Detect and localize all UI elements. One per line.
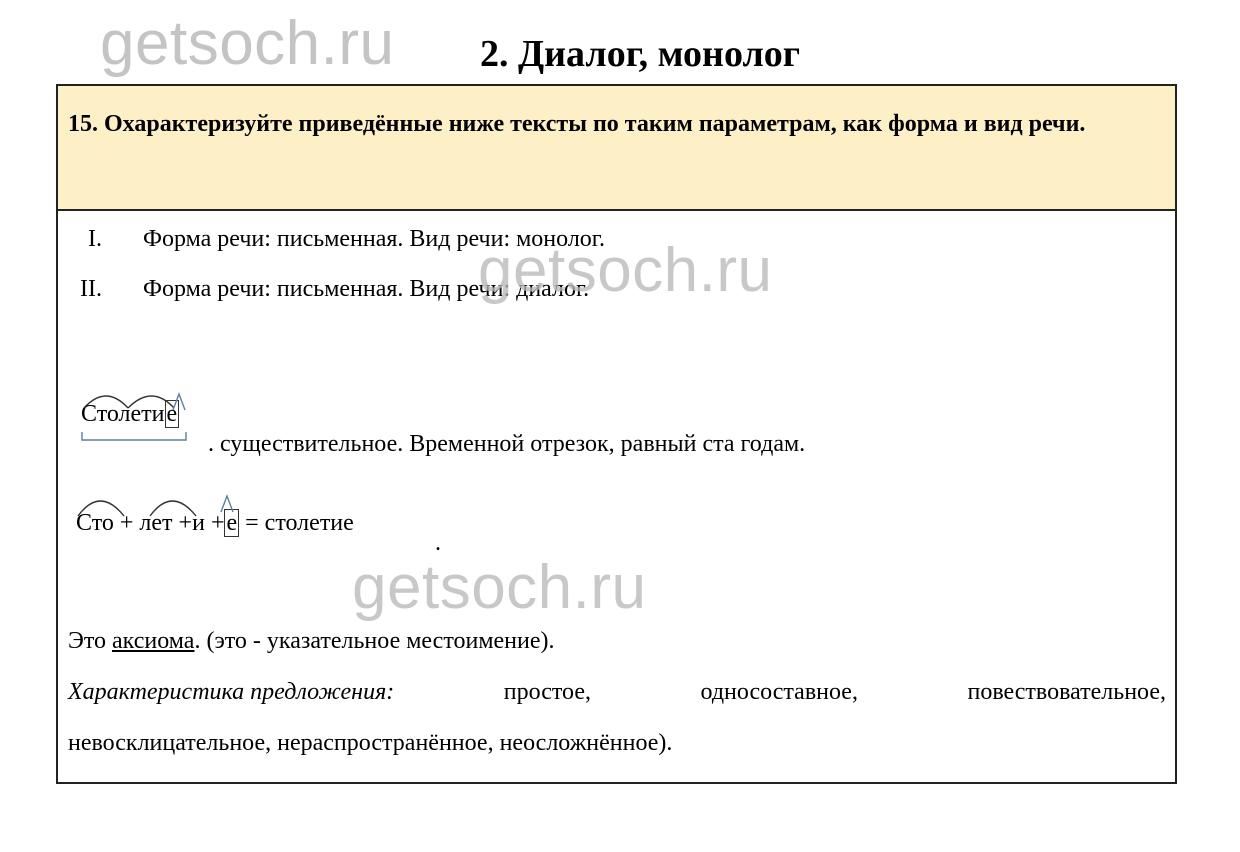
characteristic-word-1: простое,	[503, 679, 591, 705]
formula-plus-1: +	[119, 510, 134, 536]
formula-part-2: лет	[139, 510, 173, 536]
sentence-pre: Это	[68, 628, 113, 654]
watermark-bottom: getsoch.ru	[352, 553, 647, 622]
formula-part-1: Сто	[76, 510, 114, 536]
formula-part-4: е	[226, 510, 238, 536]
sentence-line	[68, 628, 555, 655]
page-title: 2. Диалог, монолог	[480, 33, 801, 75]
formula-marks-icon	[74, 490, 274, 520]
answer-text-2: Форма речи: письменная. Вид речи: диалог.	[143, 276, 590, 302]
morpheme-description: . существительное. Временной отрезок, равный ста годам.	[208, 431, 806, 457]
formula-plus-2: +	[178, 510, 193, 536]
formula-result: = столетие	[245, 510, 354, 536]
sentence-underlined-word: аксиома	[112, 628, 195, 654]
characteristic-label: Характеристика предложения:	[68, 679, 395, 705]
characteristic-line	[68, 679, 1166, 706]
watermark-middle: getsoch.ru	[478, 236, 773, 305]
formula-dot: .	[435, 530, 441, 556]
morpheme-word-stem: Столети	[81, 401, 165, 427]
task-heading: 15. Охарактеризуйте приведённые ниже тексты по таким параметрам, как форма и вид речи.	[58, 86, 1175, 211]
watermark-top: getsoch.ru	[100, 9, 395, 78]
characteristic-word-2: односоставное,	[700, 679, 858, 705]
answer-number-1: I.	[88, 226, 102, 252]
characteristic-line-2: невосклицательное, нераспространённое, неосложнённое).	[68, 730, 673, 756]
answer-number-2: II.	[80, 276, 102, 302]
characteristic-word-3: повествовательное,	[967, 679, 1166, 705]
answer-text-1: Форма речи: письменная. Вид речи: монолог.	[143, 226, 605, 252]
formula-part-3: и	[192, 510, 205, 536]
sentence-post: . (это - указательное местоимение).	[194, 628, 555, 654]
morpheme-marks-icon	[76, 386, 206, 446]
morpheme-word-ending: е	[166, 401, 178, 427]
formula-plus-3: +	[210, 510, 225, 536]
